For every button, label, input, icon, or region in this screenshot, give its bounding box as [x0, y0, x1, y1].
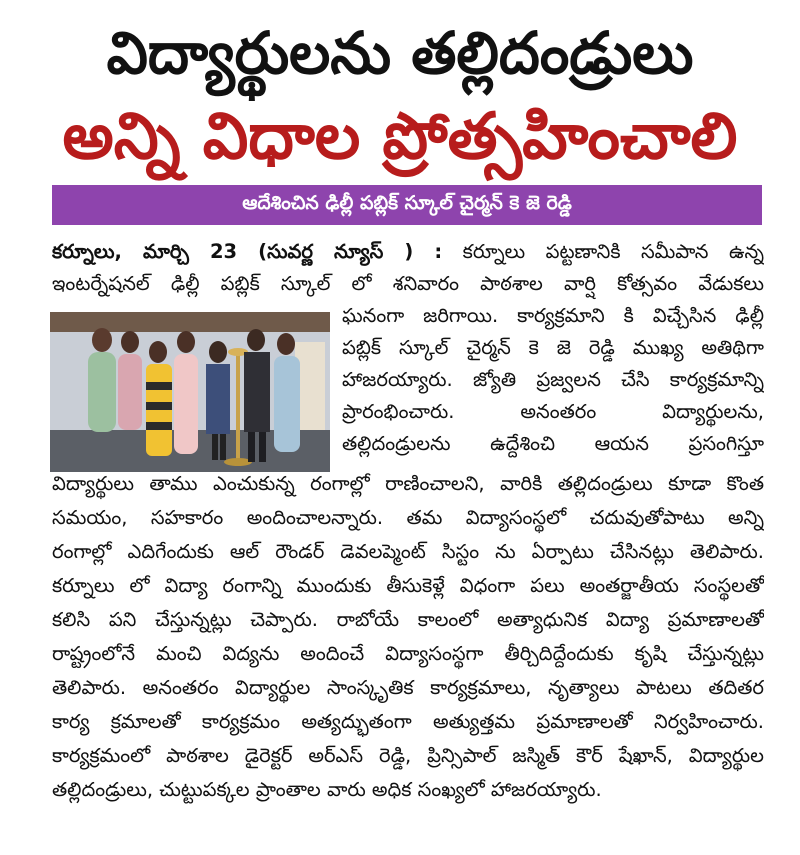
- headline-line-2: అన్ని విధాల ప్రోత్సహించాలి: [62, 100, 738, 174]
- article-line: తెలిపారు. అనంతరం విద్యార్థుల సాంస్కృతిక కార్యక్రమాలు, నృత్యాలు పాటలు తదితర: [52, 676, 764, 699]
- headline-line-1: విద్యార్థులను తల్లిదండ్రులు: [106, 19, 694, 87]
- article-line: తల్లిదండ్రులను ఉద్దేశించి ఆయన ప్రసంగిస్తూ: [342, 432, 764, 455]
- dateline: కర్నూలు, మార్చి 23 (సువర్ణ న్యూస్ ) :: [52, 240, 443, 263]
- article-line: ఘనంగా జరిగాయి. కార్యక్రమాని కి విచ్చేసిన ఢిల్లీ: [342, 304, 764, 327]
- article-line: రంగాల్లో ఎదిగేందుకు ఆల్ రౌండర్ డెవలప్మెంట్ సిస్టం ను ఏర్పాటు చేసినట్లు తెలిపారు.: [52, 540, 764, 563]
- article-line: విద్యార్థులు తాము ఎంచుకున్న రంగాల్లో రాణించాలని, వారికి తల్లిదండ్రులు కూడా కొంత: [52, 472, 764, 495]
- kicker-banner: [52, 185, 762, 225]
- article-line: కలిసి పని చేస్తున్నట్లు చెప్పారు. రాబోయే కాలంలో అత్యాధునిక విద్యా ప్రమాణాలతో: [52, 608, 764, 631]
- article-line: రాష్ట్రంలోనే మంచి విద్యను అందించే విద్యాసంస్థగా తీర్చిదిద్దేందుకు కృషి చేస్తున్నట్లు: [52, 642, 764, 665]
- kicker-text: ఆదేశించిన ఢిల్లీ పబ్లిక్ స్కూల్ చైర్మన్ కె జె రెడ్డి: [242, 191, 572, 214]
- article-line: ఇంటర్నేషనల్ ఢిల్లీ పబ్లిక్ స్కూల్ లో శనివారం పాఠశాల వార్షి కోత్సవం వేడుకలు: [52, 272, 764, 295]
- article-line: కార్య క్రమాలతో కార్యక్రమం అత్యద్భుతంగా అత్యుత్తమ ప్రమాణాలతో నిర్వహించారు.: [52, 710, 764, 733]
- article-text: కర్నూలు పట్టణానికి సమీపాన ఉన్న: [462, 240, 764, 263]
- article-line: సమయం, సహకారం అందించాలన్నారు. తమ విద్యాసంస్థలో చదువుతోపాటు అన్ని: [52, 506, 764, 529]
- article-line: తల్లిదండ్రులు, చుట్టుపక్కల ప్రాంతాల వారు అధిక సంఖ్యలో హాజరయ్యారు.: [52, 778, 602, 801]
- article-line: హాజరయ్యారు. జ్యోతి ప్రజ్వలన చేసి కార్యక్రమాన్ని: [342, 368, 764, 391]
- article-line: కార్యక్రమంలో పాఠశాల డైరెక్టర్ అర్ఎస్ రెడ్డి, ప్రిన్సిపాల్ జస్మిత్ కౌర్ షేఖాన్, విద్యార్థుల: [52, 744, 764, 767]
- event-photo: [50, 312, 330, 472]
- article-line: పబ్లిక్ స్కూల్ చైర్మన్ కె జె రెడ్డి ముఖ్య అతిథిగా: [342, 336, 764, 359]
- article-line: కర్నూలు లో విద్యా రంగాన్ని ముందుకు తీసుకెళ్లే విధంగా పలు అంతర్జాతీయ సంస్థలతో: [52, 574, 764, 597]
- lamp-lighting-photo: [50, 312, 330, 472]
- article-line-1: [52, 236, 764, 268]
- article-line: ప్రారంభించారు. అనంతరం విద్యార్థులను,: [342, 400, 764, 423]
